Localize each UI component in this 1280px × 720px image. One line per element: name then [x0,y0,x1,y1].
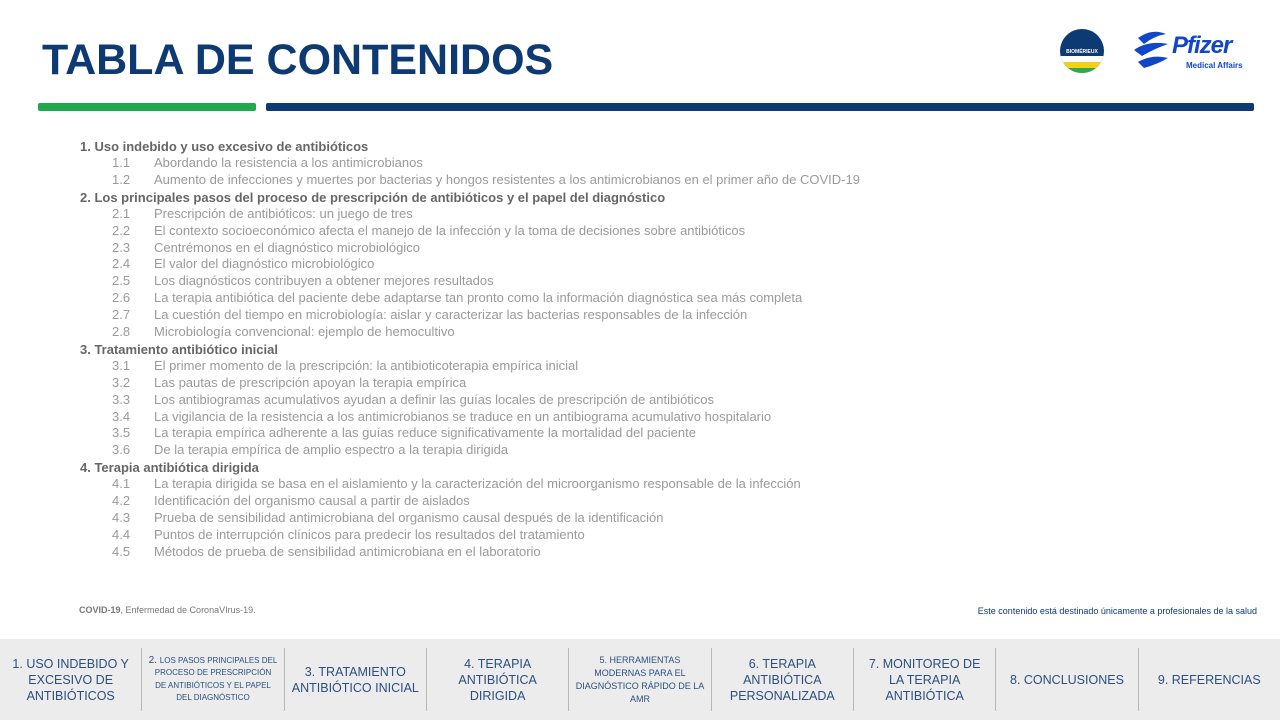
pfizer-subtitle: Medical Affairs [1186,61,1243,70]
toc-item[interactable]: 3.3 Los antibiogramas acumulativos ayudan a definir las guías locales de prescripción de antibióticos [112,391,715,407]
toc-item[interactable]: 2.3 Centrémonos en el diagnóstico microbiológico [112,239,420,255]
nav-item-tratamiento-inicial[interactable]: 3. TRATAMIENTO ANTIBIÓTICO INICIAL [285,648,427,711]
toc-section-3[interactable]: 3. Tratamiento antibiótico inicial [80,341,278,357]
nav-item-uso-indebido[interactable]: 1. USO INDEBIDO Y EXCESIVO DE ANTIBIÓTICOS [0,648,142,711]
nav-item-referencias[interactable]: 9. REFERENCIAS [1157,672,1261,687]
toc-item[interactable]: 2.7 La cuestión del tiempo en microbiología: aislar y caracterizar las bacterias responsables de la infección [112,307,748,323]
toc-section-2[interactable]: 2. Los principales pasos del proceso de prescripción de antibióticos y el papel del diagnóstico [80,189,666,205]
audience-disclaimer: Este contenido está destinado únicamente a profesionales de la salud [977,606,1257,616]
nav-item-monitoreo[interactable]: 7. MONITOREO DE LA TERAPIA ANTIBIÓTICA [854,648,996,711]
toc-section-1[interactable]: 1. Uso indebido y uso excesivo de antibióticos [80,139,369,154]
toc-item[interactable]: 2.5 Los diagnósticos contribuyen a obtener mejores resultados [112,273,494,289]
biomerieux-logo-text: BIOMÉRIEUX [1066,49,1098,55]
toc-item[interactable]: 2.8 Microbiología convencional: ejemplo de hemocultivo [112,324,455,340]
toc-item[interactable]: 2.2 El contexto socioeconómico afecta el manejo de la infección y la toma de decisiones sobre antibióticos [112,222,746,238]
nav-item-pasos-principales[interactable] [142,648,284,711]
page-title: TABLA DE CONTENIDOS [42,36,554,84]
footnote-term: COVID-19 [79,605,121,615]
toc-item[interactable]: 3.6 De la terapia empírica de amplio espectro a la terapia dirigida [112,442,509,458]
table-of-contents [80,138,1220,561]
toc-item[interactable]: 2.4 El valor del diagnóstico microbiológico [112,256,375,272]
section-nav-bar [0,639,1280,720]
pfizer-logo [1132,28,1254,76]
toc-item[interactable]: 4.2 Identificación del organismo causal a partir de aislados [112,493,470,509]
toc-item[interactable]: 3.2 Las pautas de prescripción apoyan la terapia empírica [112,374,467,390]
toc-item[interactable]: 4.5 Métodos de prueba de sensibilidad antimicrobiana en el laboratorio [112,543,541,559]
toc-item[interactable]: 3.4 La vigilancia de la resistencia a los antimicrobianos se traduce en un antibiograma acumulativo hospitalario [112,408,772,424]
biomerieux-logo [1059,28,1105,74]
nav-item-number: 2. [148,654,160,666]
toc-item[interactable]: 1.1 Abordando la resistencia a los antimicrobianos [112,155,423,170]
nav-item-conclusiones[interactable]: 8. CONCLUSIONES [996,648,1138,711]
toc-item[interactable]: 4.3 Prueba de sensibilidad antimicrobiana del organismo causal después de la identificación [112,510,664,526]
toc-item[interactable]: 4.4 Puntos de interrupción clínicos para predecir los resultados del tratamiento [112,526,585,542]
header-bar-blue [266,103,1254,111]
toc-item[interactable]: 2.6 La terapia antibiótica del paciente debe adaptarse tan pronto como la información diagnóstica sea más completa [112,290,803,306]
nav-item-terapia-dirigida[interactable]: 4. TERAPIA ANTIBIÓTICA DIRIGIDA [427,648,569,711]
nav-item-herramientas[interactable]: 5. HERRAMIENTAS MODERNAS PARA EL DIAGNÓSTICO RÁPIDO DE LA AMR [569,648,711,711]
nav-item-label: LOS PASOS PRINCIPALES DEL PROCESO DE PRESCRIPCIÓN DE ANTIBIÓTICOS Y EL PAPEL DEL DIAGNÓSTICO [154,655,278,702]
footnote-definition: , Enfermedad de CoronaVIrus-19. [120,605,256,615]
toc-item[interactable]: 4.1 La terapia dirigida se basa en el aislamiento y la caracterización del microorganismo responsable de la infección [112,476,801,492]
toc-item[interactable]: 3.5 La terapia empírica adherente a las guías reduce significativamente la mortalidad del paciente [112,425,696,441]
toc-item[interactable]: 2.1 Prescripción de antibióticos: un juego de tres [112,205,413,221]
pfizer-wordmark: Pfizer [1172,32,1232,59]
toc-section-4[interactable]: 4. Terapia antibiótica dirigida [80,460,259,476]
pfizer-swirl-icon [1132,28,1172,72]
abbreviation-footnote [79,605,256,615]
toc-item[interactable]: 1.2 Aumento de infecciones y muertes por bacterias y hongos resistentes a los antimicrobianos en el primer año de COVID-19 [112,171,860,187]
nav-item-terapia-personalizada[interactable]: 6. TERAPIA ANTIBIÓTICA PERSONALIZADA [712,648,854,711]
header-bar-green [38,103,256,111]
toc-item[interactable]: 3.1 El primer momento de la prescripción: la antibioticoterapia empírica inicial [112,357,579,373]
